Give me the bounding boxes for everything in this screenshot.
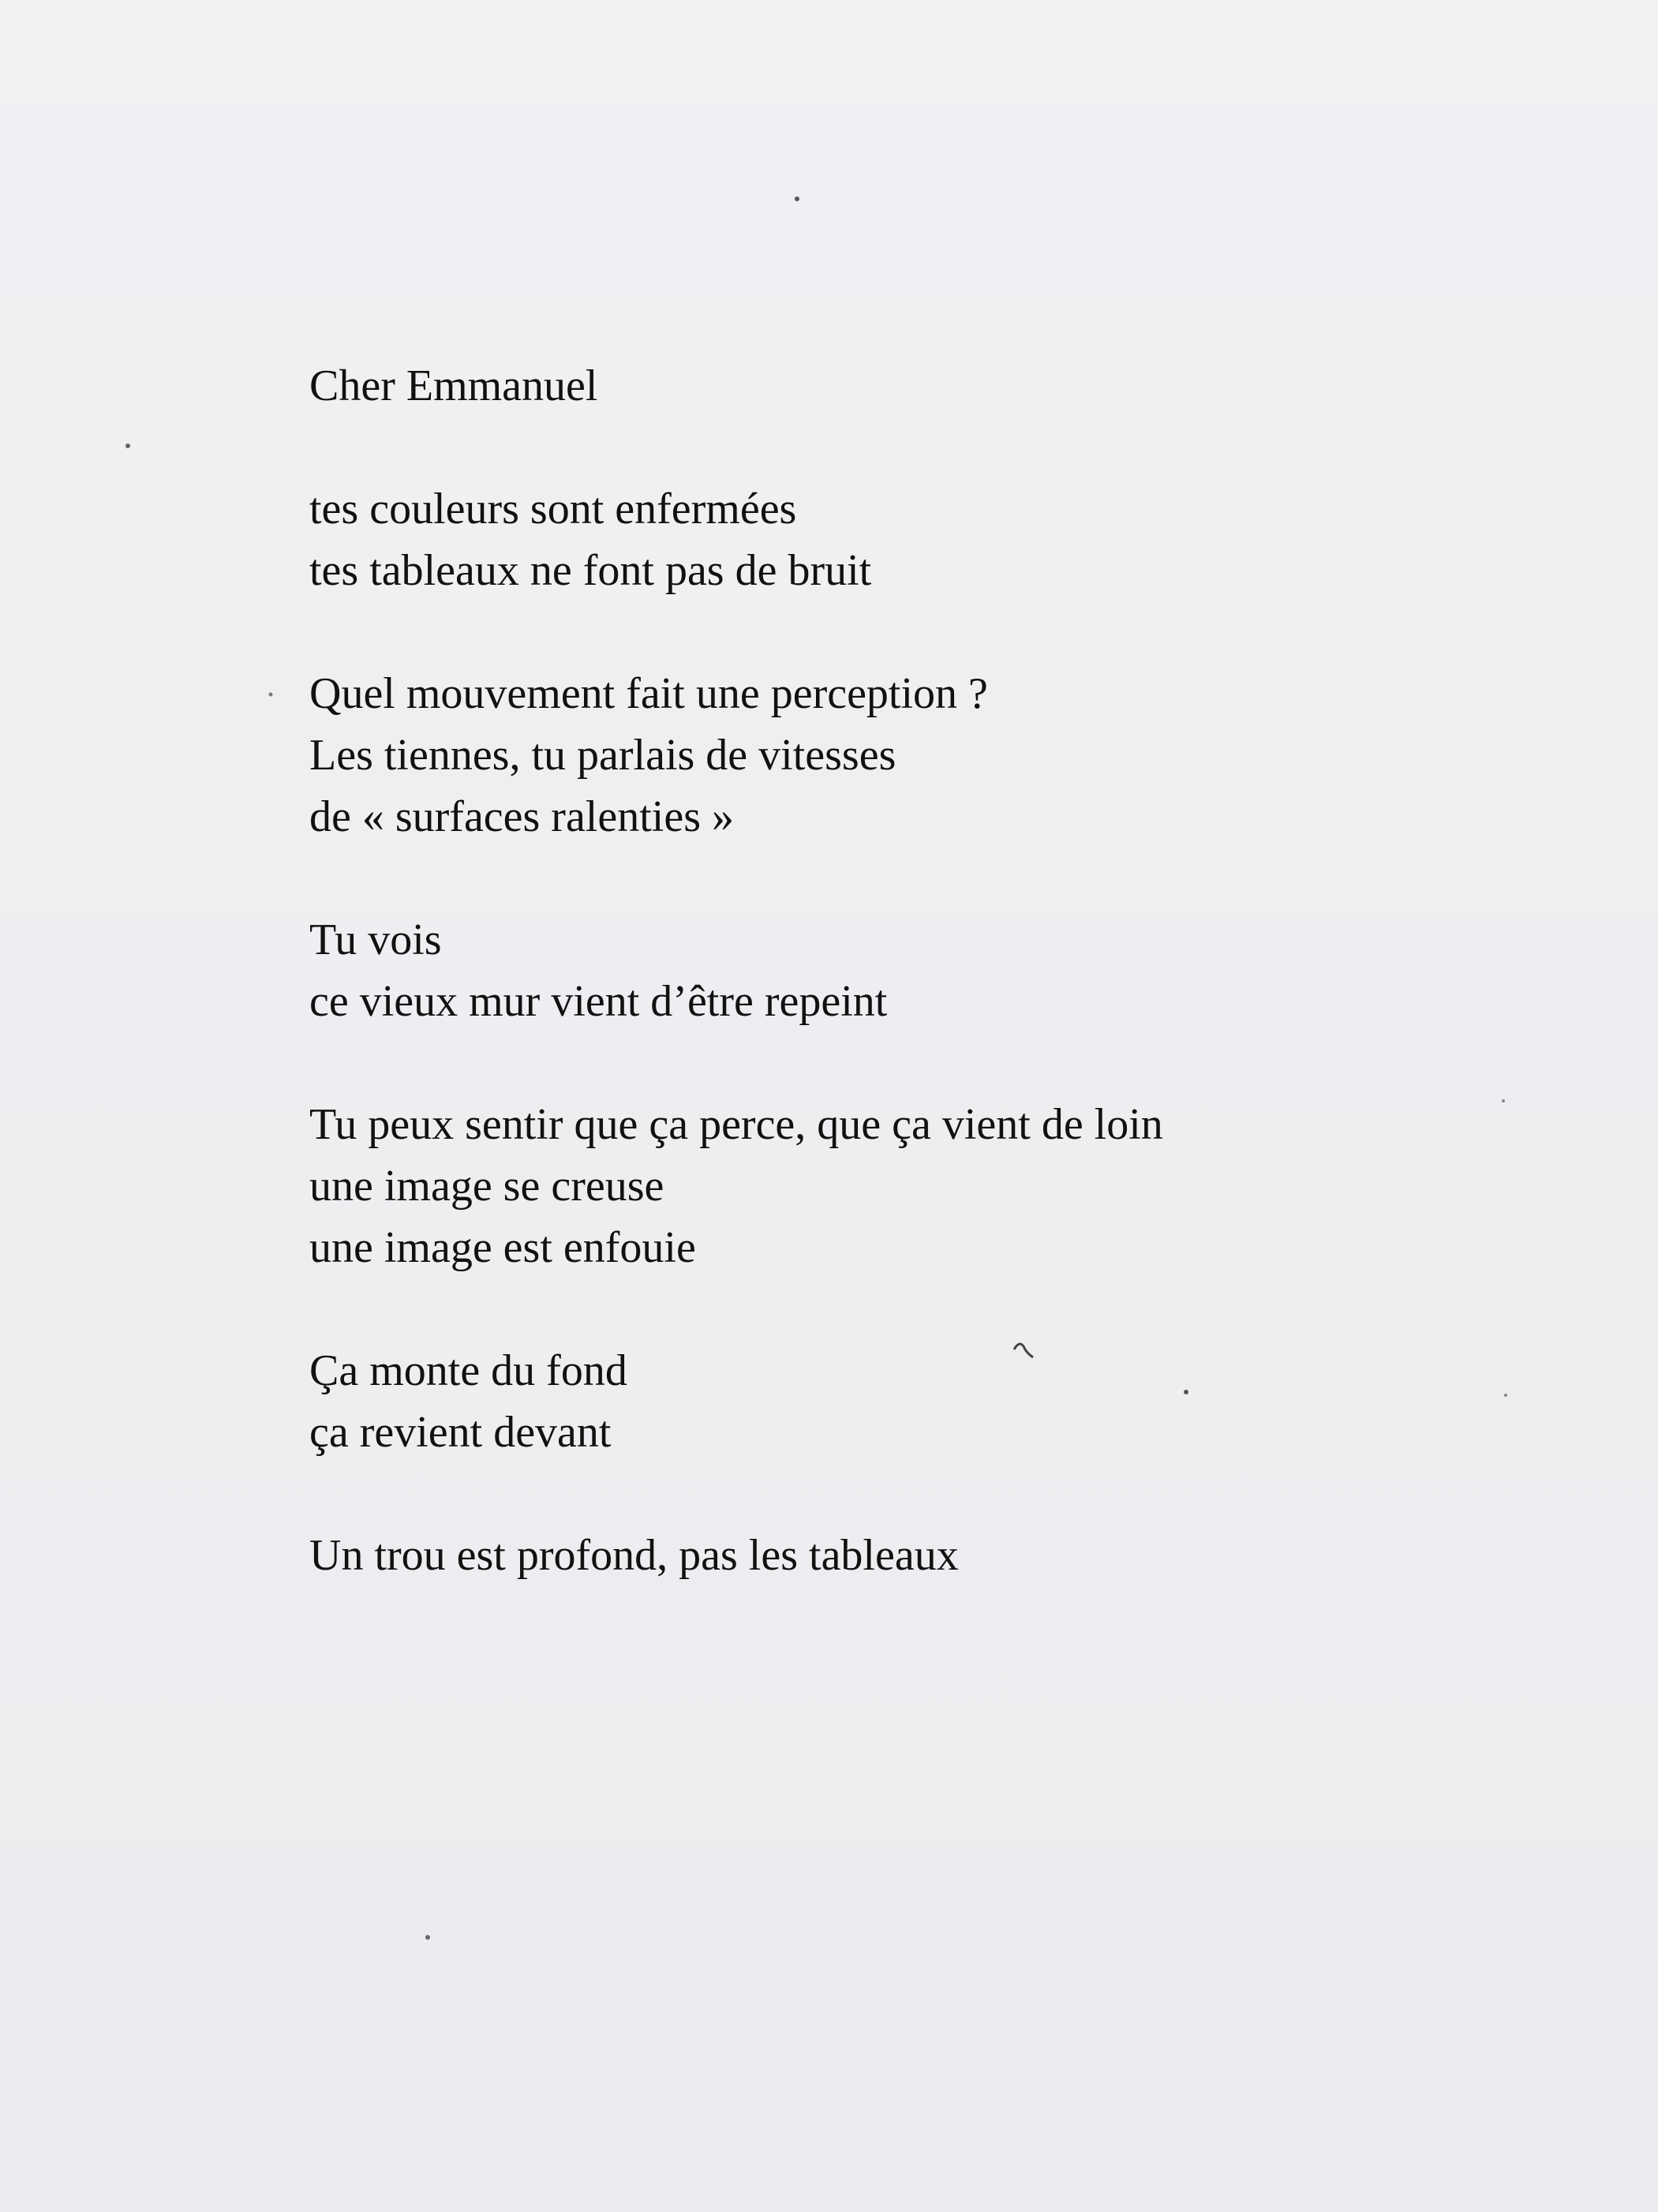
poem-line: Les tiennes, tu parlais de vitesses: [309, 731, 896, 780]
poem-line: une image se creuse: [309, 1162, 664, 1211]
dust-speck: [795, 196, 799, 201]
poem-line: ça revient devant: [309, 1408, 612, 1457]
greeting-stanza: [309, 355, 1493, 417]
dust-speck: [425, 1935, 430, 1940]
poem-line: une image est enfouie: [309, 1223, 696, 1272]
poem-line: ce vieux mur vient d’être repeint: [309, 977, 888, 1026]
stanza-4: [309, 1094, 1493, 1278]
stanza-3: [309, 909, 1493, 1032]
dust-speck: [269, 693, 273, 697]
greeting-line: Cher Emmanuel: [309, 361, 598, 410]
poem-line: Tu peux sentir que ça perce, que ça vient de loin: [309, 1100, 1163, 1149]
dust-speck: [125, 444, 130, 448]
poem-line: Ça monte du fond: [309, 1346, 627, 1395]
stanza-1: [309, 478, 1493, 601]
poem-line: de « surfaces ralenties »: [309, 792, 734, 841]
poem-line: Quel mouvement fait une perception ?: [309, 669, 988, 718]
stanza-2: [309, 663, 1493, 848]
stanza-5: [309, 1340, 1493, 1463]
poem-line: Tu vois: [309, 915, 442, 964]
dust-speck: [1504, 1394, 1507, 1397]
stanza-6: [309, 1525, 1493, 1586]
dust-speck: [1502, 1099, 1505, 1102]
poem-line: tes couleurs sont enfermées: [309, 485, 797, 533]
poem-line: tes tableaux ne font pas de bruit: [309, 546, 872, 595]
poem-line: Un trou est profond, pas les tableaux: [309, 1531, 959, 1580]
poem-text: [309, 355, 1493, 1648]
